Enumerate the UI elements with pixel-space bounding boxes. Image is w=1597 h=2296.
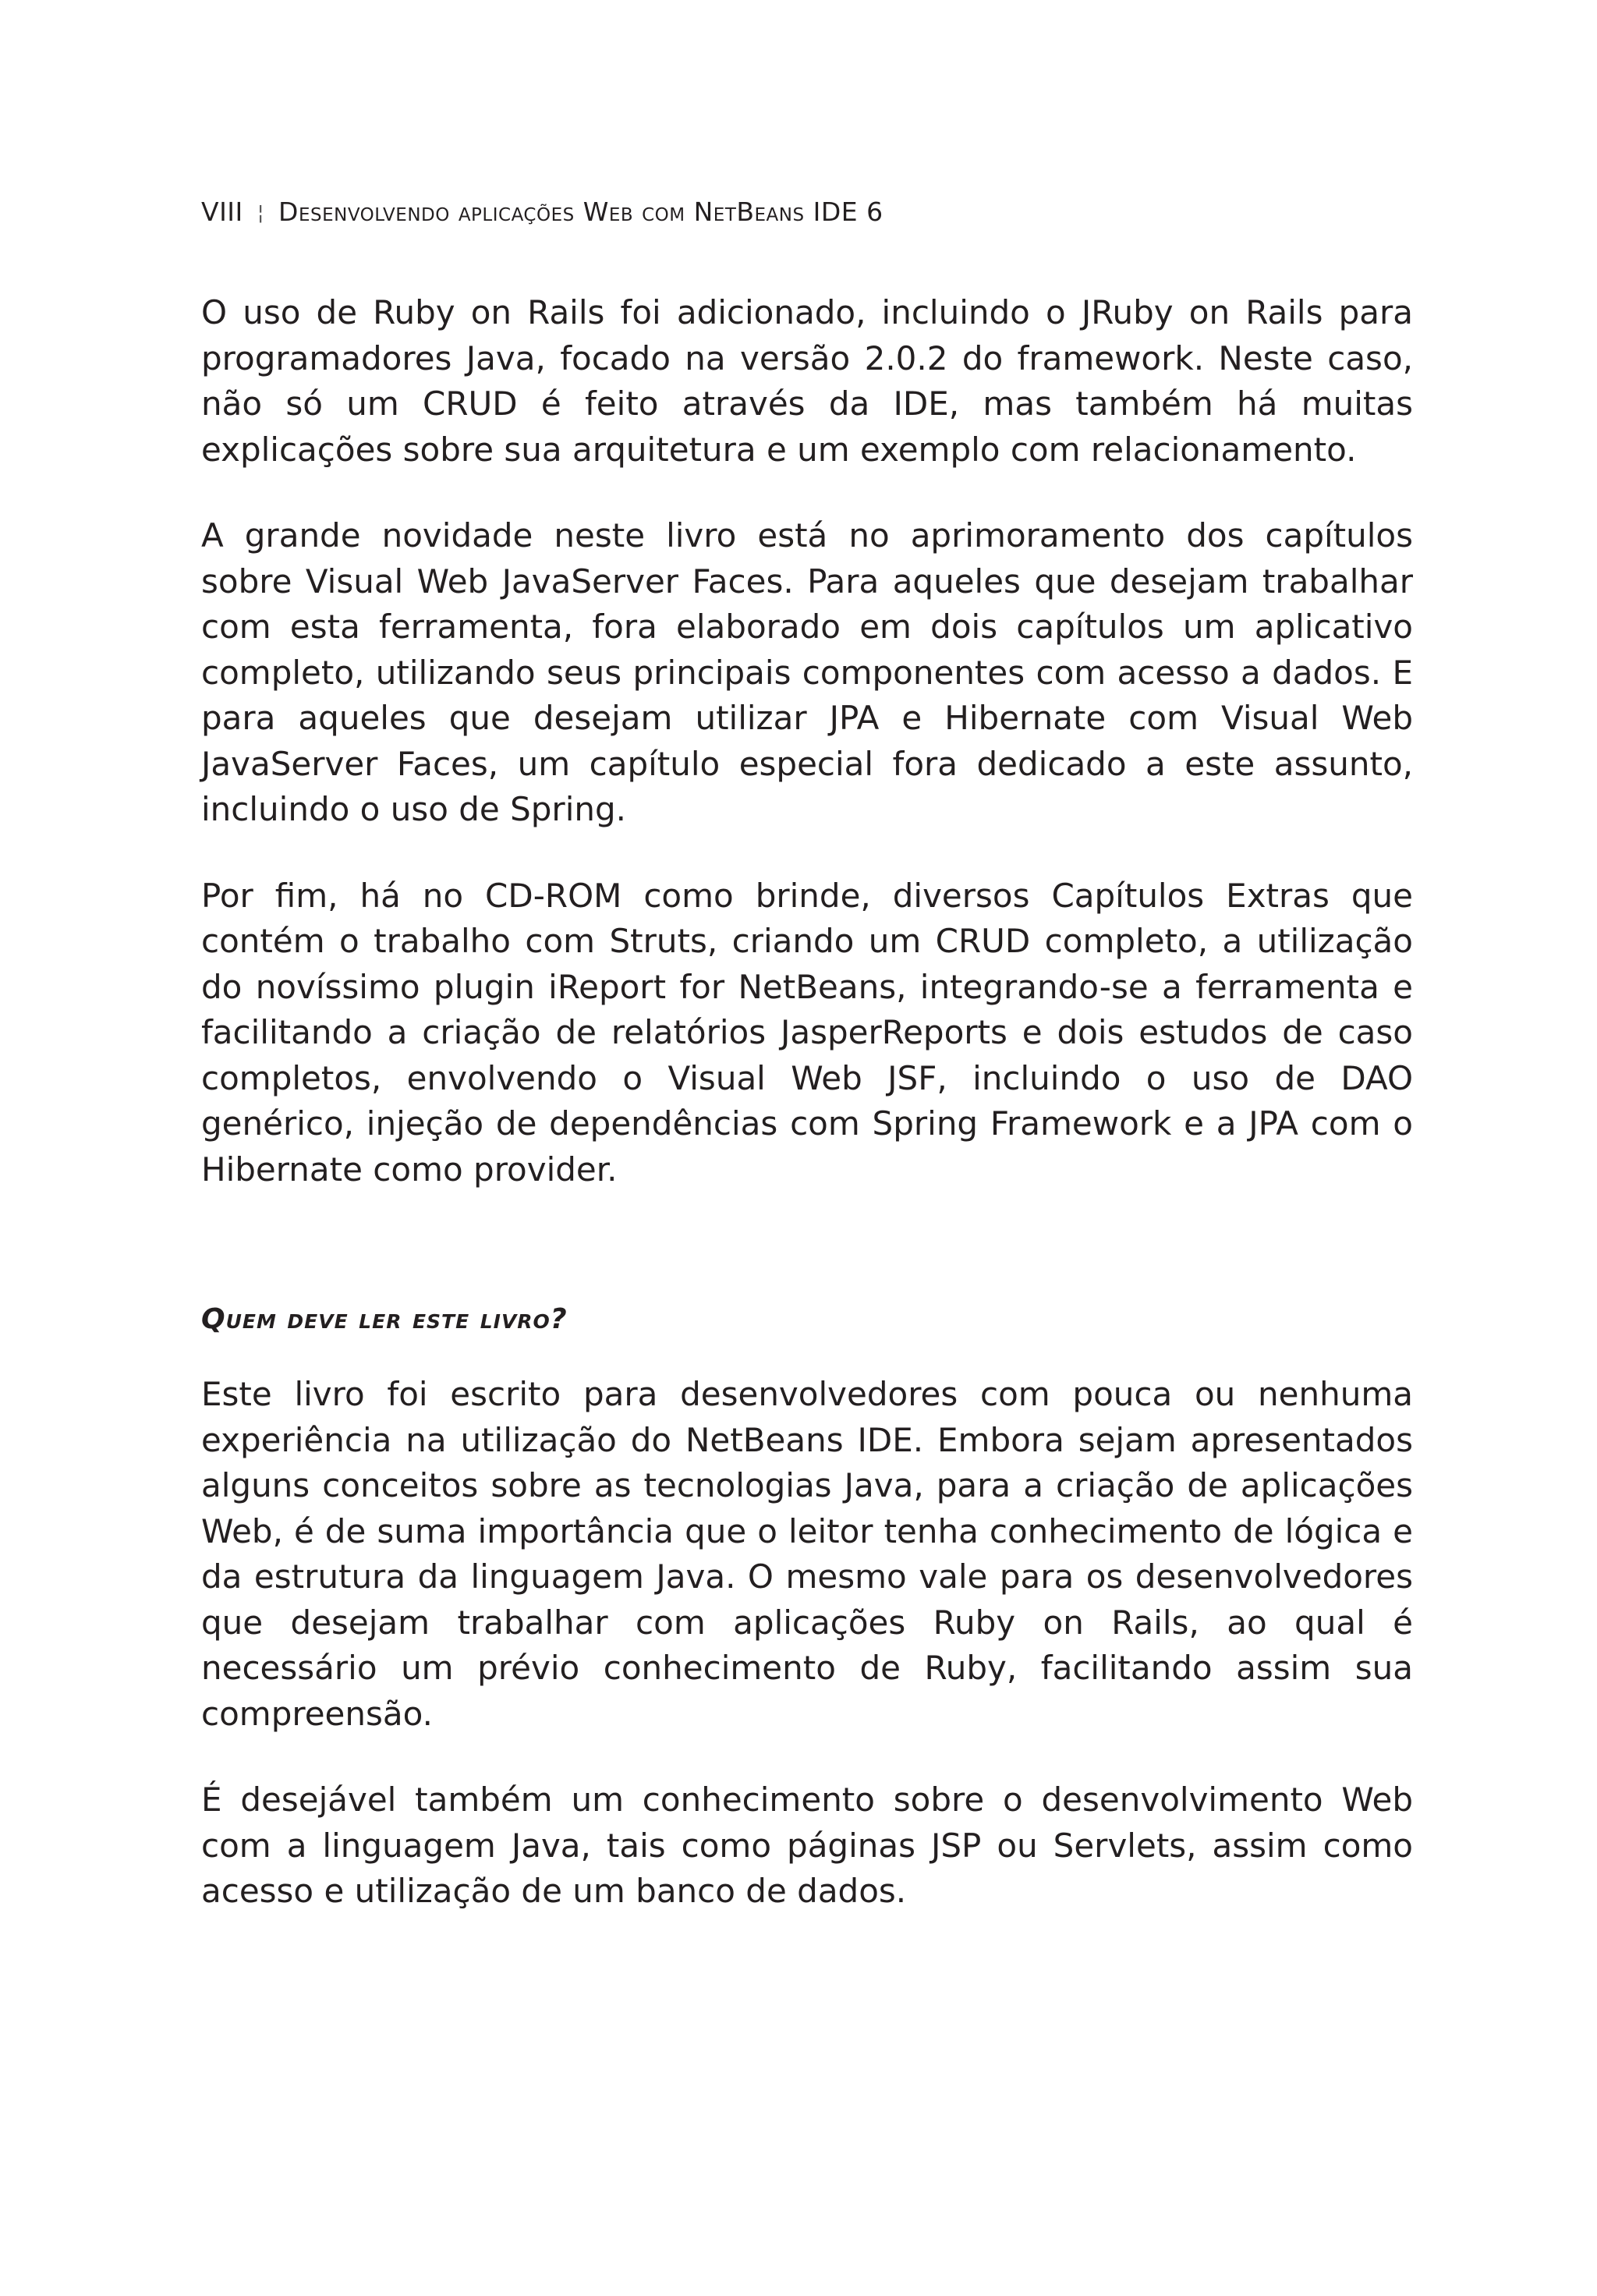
paragraph-ruby-on-rails: O uso de Ruby on Rails foi adicionado, incluindo o JRuby on Rails para programadores Java, focado na versão 2.0.2 do framework. Neste caso, não só um CRUD é feito através da IDE, mas também há muitas explicações sobre sua arquitetura e um exemplo com relacionamento. [201,293,1413,469]
paragraph-audience: Este livro foi escrito para desenvolvedores com pouca ou nenhuma experiência na utilização do NetBeans IDE. Embora sejam apresentados alguns conceitos sobre as tecnologias Java, para a criação de aplicações Web, é de suma importância que o leitor tenha conhecimento de lógica e da estrutura da linguagem Java. O mesmo vale para os desenvolvedores que desejam trabalhar com aplicações Ruby on Rails, ao qual é necessário um prévio conhecimento de Ruby, facilitando assim sua compreensão. [201,1375,1413,1733]
header-separator: ¦ [257,201,265,225]
paragraph-cd-rom-extras: Por fim, há no CD-ROM como brinde, diversos Capítulos Extras que contém o trabalho com Struts, criando um CRUD completo, a utilização do novíssimo plugin iReport for NetBeans, integrando-se a ferramenta e facilitando a criação de relatórios JasperReports e dois estudos de caso completos, envolvendo o Visual Web JSF, incluindo o uso de DAO genérico, injeção de dependências com Spring Framework e a JPA com o Hibernate como provider. [201,876,1413,1189]
paragraph-prerequisites: É desejável também um conhecimento sobre o desenvolvimento Web com a linguagem Java, tais como páginas JSP ou Servlets, assim como acesso e utilização de um banco de dados. [201,1780,1413,1910]
paragraph-visual-web-jsf: A grande novidade neste livro está no aprimoramento dos capítulos sobre Visual Web JavaServer Faces. Para aqueles que desejam trabalhar com esta ferramenta, fora elaborado em dois capítulos um aplicativo completo, utilizando seus principais componentes com acesso a dados. E para aqueles que desejam utilizar JPA e Hibernate com Visual Web JavaServer Faces, um capítulo especial fora dedicado a este assunto, incluindo o uso de Spring. [201,516,1413,828]
page-content [201,290,1413,1955]
page-number: VIII [201,197,243,227]
section-heading: Quem deve ler este livro? [201,1303,568,1335]
book-title: Desenvolvendo aplicações Web com NetBeans IDE 6 [278,197,883,227]
running-header [201,197,883,229]
